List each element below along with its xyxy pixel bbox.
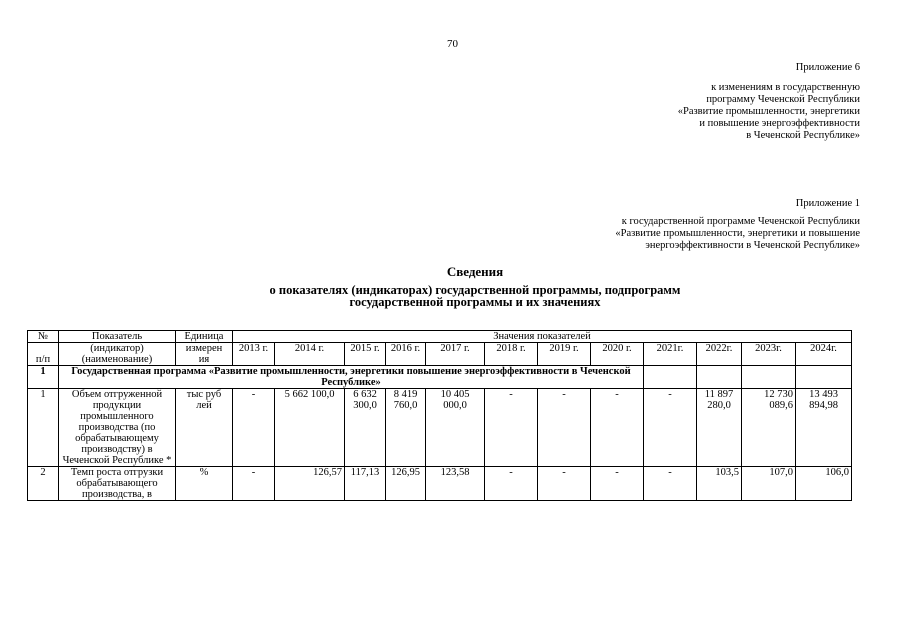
- table-cell: [644, 366, 697, 389]
- header-num: №: [28, 331, 59, 343]
- appendix6-line: «Развитие промышленности, энергетики: [677, 106, 860, 117]
- header-values: Значения показателей: [233, 331, 852, 343]
- value-cell: 107,0: [742, 467, 796, 501]
- value-cell: 126,57: [275, 467, 345, 501]
- appendix6-title: Приложение 6: [795, 62, 860, 73]
- table-cell: [742, 366, 796, 389]
- value-cell: 126,95: [386, 467, 426, 501]
- table-cell: [697, 366, 742, 389]
- appendix6-line: и повышение энергоэффективности: [699, 118, 860, 129]
- value-cell: 106,0: [796, 467, 852, 501]
- row-num: 2: [28, 467, 59, 501]
- appendix1-line: «Развитие промышленности, энергетики и повышение: [615, 228, 860, 239]
- appendix6-line: в Чеченской Республике»: [746, 130, 860, 141]
- year-header: 2016 г.: [386, 343, 426, 366]
- value-cell: 11 897 280,0: [697, 389, 742, 467]
- year-header: 2020 г.: [591, 343, 644, 366]
- table-header-row: [28, 343, 852, 366]
- header-unit-2: измерен ия: [176, 343, 233, 366]
- row-indicator: Темп роста отгрузки обрабатывающего производства, в: [59, 467, 176, 501]
- value-cell: -: [644, 467, 697, 501]
- value-cell: 12 730 089,6: [742, 389, 796, 467]
- row-unit: тыс руб лей: [176, 389, 233, 467]
- document-subtitle: [0, 284, 905, 308]
- subtitle-line: государственной программы и их значениях: [349, 295, 601, 309]
- section-num: 1: [28, 366, 59, 389]
- year-header: 2013 г.: [233, 343, 275, 366]
- appendix6-line: к изменениям в государственную: [711, 82, 860, 93]
- value-cell: 6 632 300,0: [345, 389, 386, 467]
- appendix1-text: [615, 216, 860, 252]
- subtitle-line: о показателях (индикаторах) государственной программы, подпрограмм: [269, 283, 681, 297]
- header-num-2: п/п: [28, 343, 59, 366]
- value-cell: 13 493 894,98: [796, 389, 852, 467]
- value-cell: -: [591, 389, 644, 467]
- year-header: 2015 г.: [345, 343, 386, 366]
- section-row: [28, 366, 852, 389]
- table-cell: [796, 366, 852, 389]
- year-header: 2018 г.: [485, 343, 538, 366]
- year-header: 2023г.: [742, 343, 796, 366]
- header-indicator-2: (индикатор) (наименование): [59, 343, 176, 366]
- header-unit: Единица: [176, 331, 233, 343]
- year-header: 2024г.: [796, 343, 852, 366]
- value-cell: -: [233, 389, 275, 467]
- header-indicator: Показатель: [59, 331, 176, 343]
- appendix1-line: энергоэффективности в Чеченской Республике»: [645, 240, 860, 251]
- value-cell: -: [233, 467, 275, 501]
- value-cell: 10 405 000,0: [426, 389, 485, 467]
- year-header: 2021г.: [644, 343, 697, 366]
- table-row: [28, 467, 852, 501]
- section-title: Государственная программа «Развитие промышленности, энергетики повышение энергоэффективности в Чеченской Республике»: [59, 366, 644, 389]
- value-cell: -: [485, 467, 538, 501]
- year-header: 2014 г.: [275, 343, 345, 366]
- appendix6-text: [678, 82, 860, 142]
- table-row: [28, 389, 852, 467]
- year-header: 2017 г.: [426, 343, 485, 366]
- value-cell: -: [591, 467, 644, 501]
- value-cell: 5 662 100,0: [275, 389, 345, 467]
- table-header-row: [28, 331, 852, 343]
- value-cell: 8 419 760,0: [386, 389, 426, 467]
- value-cell: -: [538, 467, 591, 501]
- value-cell: 117,13: [345, 467, 386, 501]
- row-num: 1: [28, 389, 59, 467]
- document-title: Сведения: [446, 264, 504, 279]
- year-header: 2022г.: [697, 343, 742, 366]
- row-unit: %: [176, 467, 233, 501]
- row-indicator: Объем отгруженной продукции промышленного производства (по обрабатывающему производству) в Чеченской Республике *: [59, 389, 176, 467]
- indicators-table: [27, 330, 852, 501]
- value-cell: -: [644, 389, 697, 467]
- value-cell: -: [538, 389, 591, 467]
- year-header: 2019 г.: [538, 343, 591, 366]
- value-cell: -: [485, 389, 538, 467]
- value-cell: 103,5: [697, 467, 742, 501]
- appendix1-title: Приложение 1: [795, 198, 860, 209]
- value-cell: 123,58: [426, 467, 485, 501]
- appendix6-line: программу Чеченской Республики: [706, 94, 860, 105]
- page-number: 70: [447, 38, 458, 50]
- appendix1-line: к государственной программе Чеченской Республики: [621, 216, 860, 227]
